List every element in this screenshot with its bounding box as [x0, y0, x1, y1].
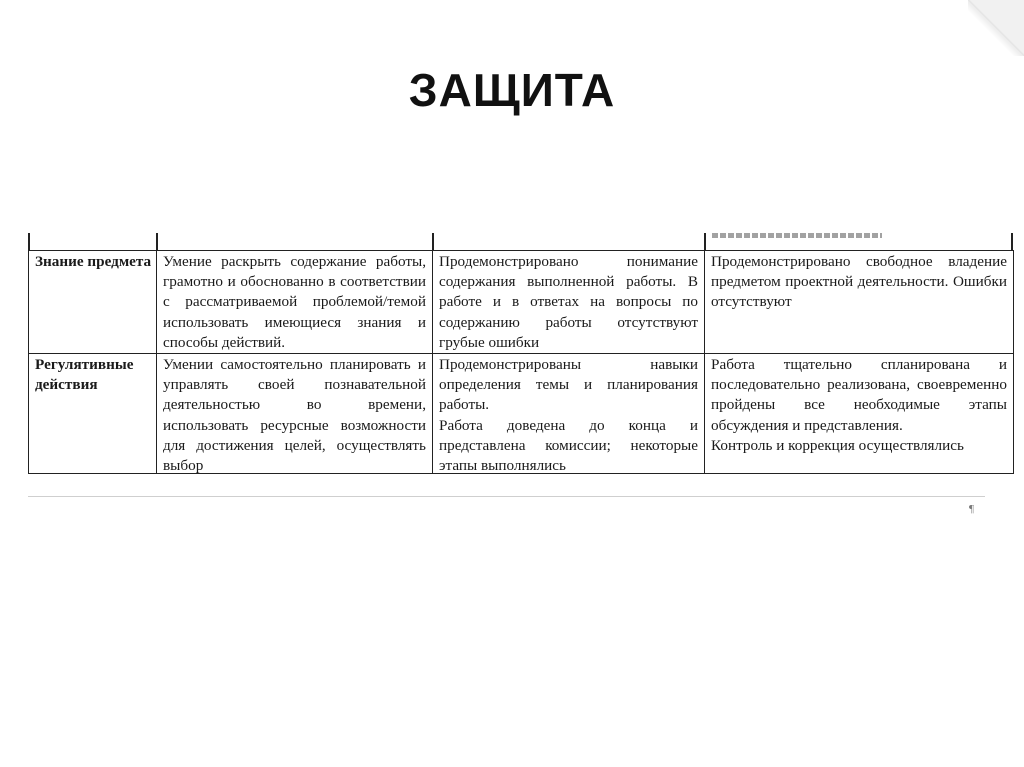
- clipped-text-fragment: [712, 233, 882, 238]
- column-divider: [156, 233, 158, 250]
- slide-title: ЗАЩИТА: [408, 64, 616, 116]
- criterion-name: Знание предмета: [29, 251, 157, 354]
- page-corner-shadow: [968, 0, 1024, 56]
- criteria-table: [28, 250, 1014, 474]
- table-row: [29, 251, 1014, 354]
- table-row: [29, 354, 1014, 474]
- column-divider: [432, 233, 434, 250]
- basic-level-paragraph: Работа доведена до конца и представлена комиссии; некоторые этапы выполнялись: [439, 416, 698, 474]
- criterion-description: [157, 354, 433, 474]
- document-fragment: [28, 233, 1014, 533]
- high-level-paragraph: Контроль и коррекция осуществлялись: [711, 436, 964, 454]
- high-level-cell: Продемонстрировано свободное владение предметом проектной деятельности. Ошибки отсутствуют: [705, 251, 1014, 354]
- criterion-name-text: Регулятивные действия: [35, 356, 134, 394]
- table-bottom-edge: [28, 496, 985, 497]
- basic-level-cell: Продемонстрировано понимание содержания выполненной работы. В работе и в ответах на вопросы по содержанию работы отсутствуют грубые ошибки: [433, 251, 705, 354]
- basic-level-paragraph: Продемонстрированы навыки определения темы и планирования работы.: [439, 356, 698, 414]
- high-level-paragraph: Работа тщательно спланирована и последовательно реализована, своевременно пройдены все необходимые этапы обсуждения и представления.: [711, 356, 1007, 434]
- basic-level-text: [439, 355, 698, 473]
- criterion-description: Умение раскрыть содержание работы, грамотно и обоснованно в соответствии с рассматриваемой проблемой/темой использовать имеющиеся знания и способы действий.: [157, 251, 433, 354]
- column-divider: [1011, 233, 1013, 250]
- paragraph-mark: ¶: [969, 503, 974, 515]
- high-level-cell: [705, 354, 1014, 474]
- column-divider: [704, 233, 706, 250]
- high-level-text: [711, 355, 1007, 473]
- basic-level-cell: [433, 354, 705, 474]
- column-divider: [28, 233, 30, 250]
- criterion-name: [29, 354, 157, 474]
- criterion-description-text: Умении самостоятельно планировать и управлять своей познавательной деятельностью во времени, использовать ресурсные возможности для достижения целей, осуществлять выбор: [163, 356, 426, 474]
- table-top-clipped-row: [28, 233, 1013, 251]
